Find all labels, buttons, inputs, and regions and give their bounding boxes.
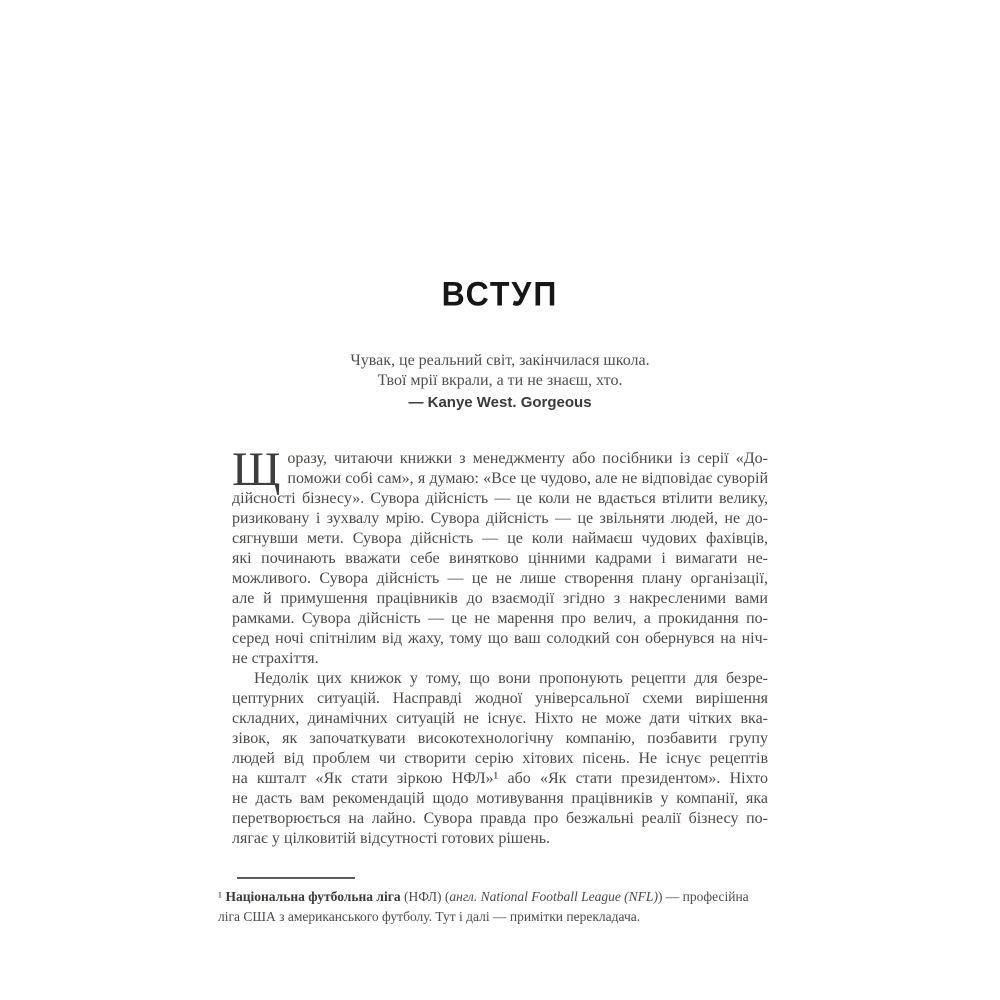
epigraph-line-1: Чувак, це реальний світ, закінчилася школа. — [350, 352, 650, 369]
text-line: рамками. Сувора дійсність — це не марення про велич, а прокидання по- — [232, 610, 768, 627]
body-text — [232, 443, 768, 849]
footnote-rule — [237, 877, 355, 879]
text-line: ризиковану і зухвалу мрію. Сувора дійсність — це звільняти людей, не до- — [232, 510, 768, 527]
paragraph — [232, 443, 768, 669]
text-line: які починають вважати себе винятково цінними кадрами і вимагати не- — [232, 550, 768, 567]
paragraph — [232, 669, 768, 849]
text-line: на кшталт «Як стати зіркою НФЛ»¹ або «Як стати президентом». Ніхто — [232, 770, 768, 787]
footnote-segment: Національна футбольна ліга — [225, 889, 401, 904]
text-line: можливого. Сувора дійсність — це не лише створення плану організації, — [232, 570, 768, 587]
text-line: поможи собі сам», я думаю: «Все це чудово, але не відповідає суворій — [287, 470, 768, 487]
footnote-line — [218, 907, 770, 927]
text-line: не страхіття. — [232, 650, 319, 667]
footnote-line — [218, 887, 770, 907]
footnote — [218, 887, 770, 926]
text-line: але й примушення працівників до взаємодії згідно з накресленими вами — [232, 590, 768, 607]
text-line: цептурних ситуацій. Насправді жодної універсальної схеми вирішення — [232, 690, 768, 707]
text-line: дійсності бізнесу». Сувора дійсність — це коли не вдається втілити велику, — [232, 490, 768, 507]
drop-cap: Щ — [232, 443, 281, 496]
text-line: перетворюється на лайно. Сувора правда про безжальні реалії бізнесу по- — [232, 810, 768, 827]
footnote-segment: ¹ — [218, 889, 226, 904]
text-line: серед ночі спітнілим від жаху, тому що ваш солодкий сон обернувся на ніч- — [232, 630, 768, 647]
footnote-segment: ліга США з американського футболу. Тут і далі — примітки перекладача. — [218, 908, 641, 924]
footnote-segment: (НФЛ) ( — [400, 889, 450, 904]
epigraph-line-2: Твої мрії вкрали, а ти не знаєш, хто. — [377, 372, 623, 389]
footnote-segment: англ. National Football League (NFL) — [449, 889, 658, 904]
text-line: зівок, як започаткувати високотехнологічну компанію, позбавити групу — [232, 730, 768, 747]
text-line: оразу, читаючи книжки з менеджменту або посібники із серії «До- — [287, 450, 768, 467]
text-line: сягнувши мети. Сувора дійсність — це коли наймаєш чудових фахівців, — [232, 530, 768, 547]
text-line: Недолік цих книжок у тому, що вони пропонують рецепти для безре- — [254, 670, 768, 687]
text-line: людей від проблем чи створити серію хітових пісень. Не існує рецептів — [232, 750, 768, 767]
footnote-segment: ) — професійна — [657, 889, 749, 904]
text-line: не дасть вам рекомендацій щодо мотивування працівників у компанії, яка — [232, 790, 768, 807]
text-line: складних, динамічних ситуацій не існує. Ніхто не може дати чітких вка- — [232, 710, 768, 727]
epigraph — [0, 351, 1000, 413]
epigraph-attribution: — Kanye West. Gorgeous — [408, 394, 592, 411]
chapter-title: ВСТУП — [441, 274, 559, 314]
text-line: лягає у цілковитій відсутності готових рішень. — [232, 830, 551, 847]
